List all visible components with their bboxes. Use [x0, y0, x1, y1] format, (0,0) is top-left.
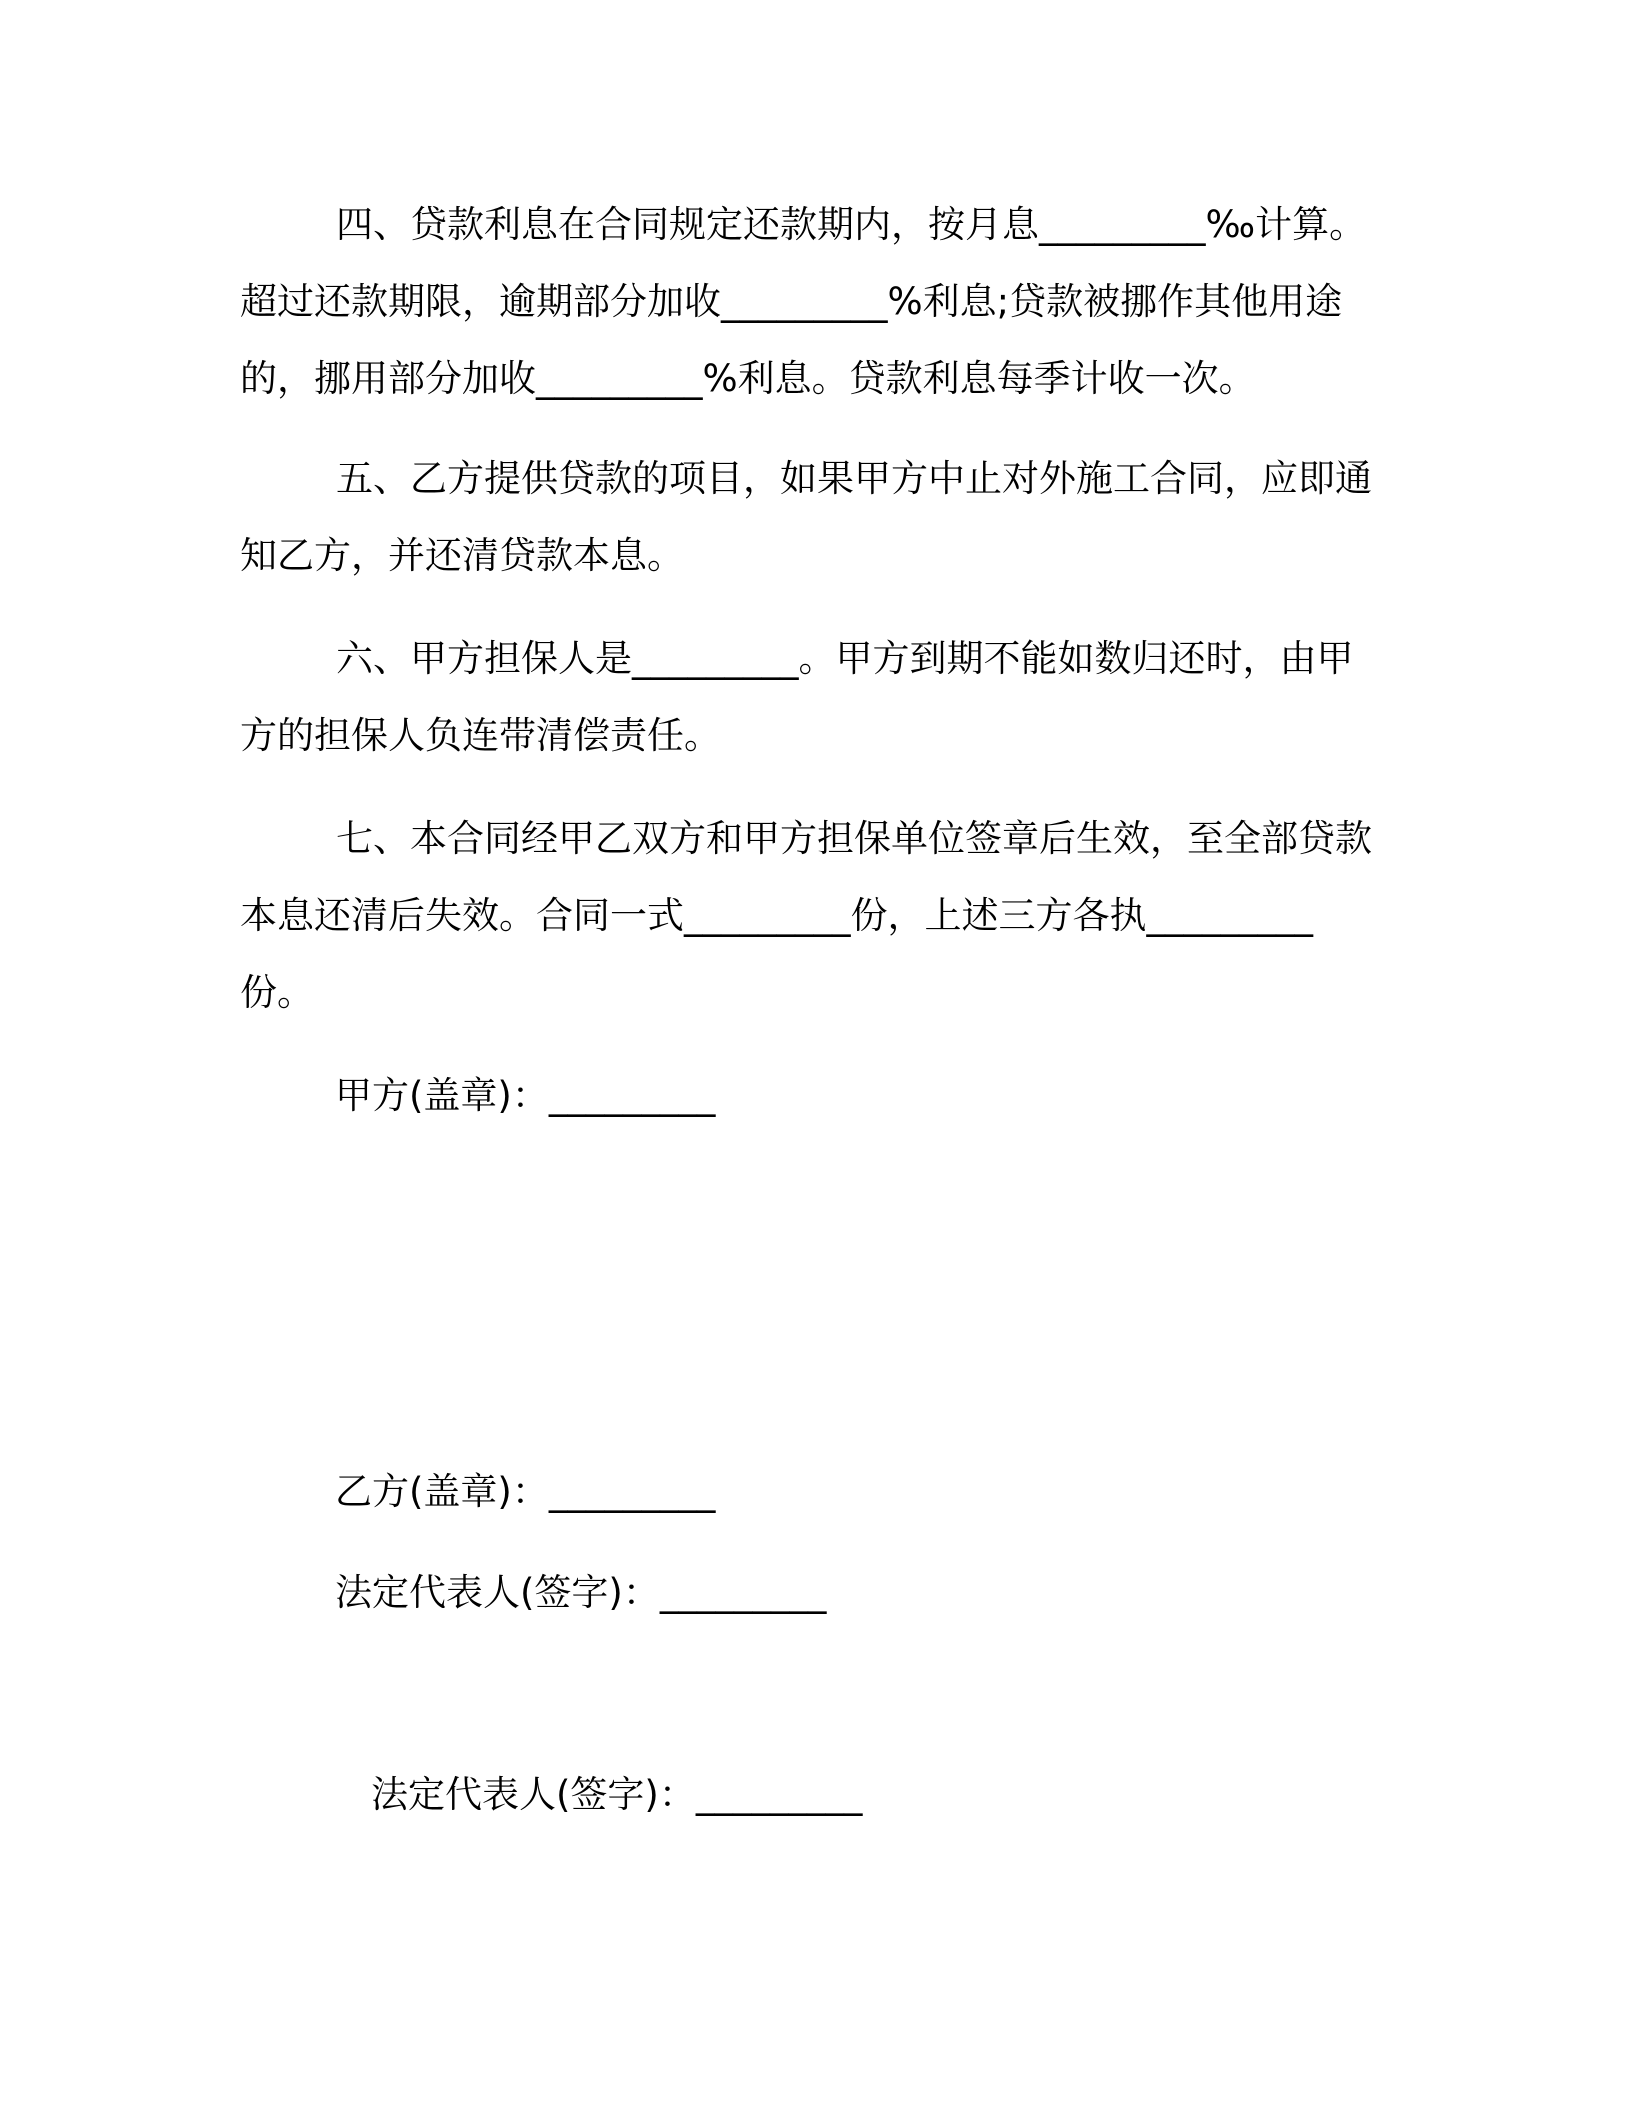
- legal-representative-line-1: 法定代表人(签字)：_________: [335, 1571, 827, 1614]
- clause-five: 五、乙方提供贷款的项目，如果甲方中止对外施工合同，应即通知乙方，并还清贷款本息。: [240, 457, 1372, 577]
- party-b-seal-line: 乙方(盖章)：_________: [335, 1470, 716, 1513]
- clause-six: 六、甲方担保人是_________。甲方到期不能如数归还时，由甲方的担保人负连带清偿责任。: [240, 637, 1354, 757]
- clause-seven: 七、本合同经甲乙双方和甲方担保单位签章后生效，至全部贷款本息还清后失效。合同一式_________份，上述三方各执_________份。: [240, 817, 1372, 1014]
- party-a-seal-line: 甲方(盖章)：_________: [335, 1074, 716, 1117]
- clause-four: 四、贷款利息在合同规定还款期内，按月息_________‰计算。超过还款期限，逾期部分加收_________%利息;贷款被挪作其他用途的，挪用部分加收_________%利息。贷款利息每季计收一次。: [240, 203, 1367, 400]
- legal-representative-line-2: 法定代表人(签字)：_________: [371, 1773, 863, 1816]
